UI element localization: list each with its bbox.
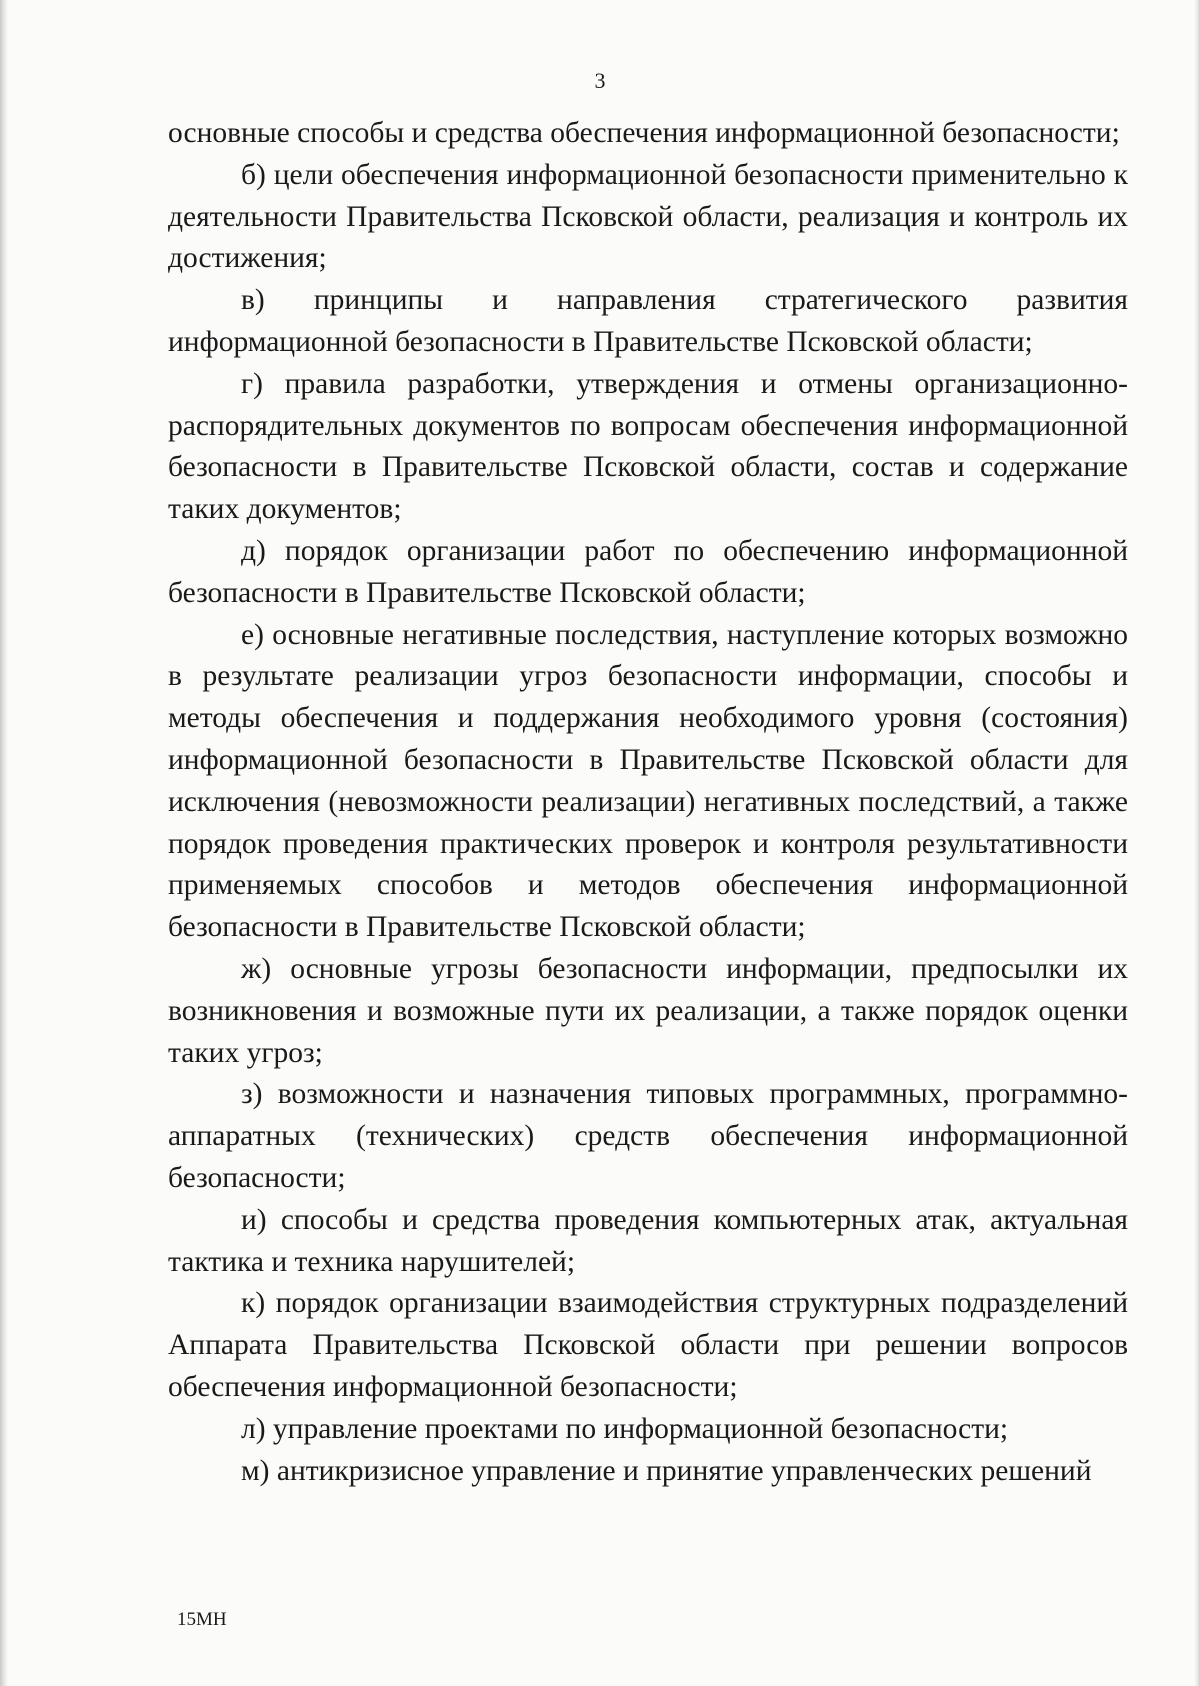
list-item-i: и) способы и средства проведения компьютерных атак, актуальная тактика и техника нарушителей; [168,1203,1128,1278]
footer-code: 15МН [177,1609,227,1630]
list-item-v: в) принципы и направления стратегического развития информационной безопасности в Правительстве Псковской области; [168,284,1128,358]
list-item-k: к) порядок организации взаимодействия структурных подразделений Аппарата Правительства Псковской области при решении вопросов обеспечения информационной безопасности; [168,1287,1128,1403]
paragraph-continuation: основные способы и средства обеспечения информационной безопасности; [168,117,1120,149]
list-item-g: г) правила разработки, утверждения и отмены организационно-распорядительных документов по вопросам обеспечения информационной безопасности в Правительстве Псковской области, состав и содержание таких документов; [168,367,1128,526]
list-item-zh: ж) основные угрозы безопасности информации, предпосылки их возникновения и возможные пути их реализации, а также порядок оценки таких угроз; [168,952,1128,1069]
list-item-m: м) антикризисное управление и принятие управленческих решений [241,1454,1092,1487]
page-number: 3 [594,68,606,93]
list-item-e: е) основные негативные последствия, наступление которых возможно в результате реализации угроз безопасности информации, способы и методы обеспечения и поддержания необходимого уровня (состояния) информационной безопасности в Правительстве Псковской области для исключения (невозможности реализации) негативных последствий, а также порядок проведения практических проверок и контроля результативности применяемых способов и методов обеспечения информационной безопасности в Правительстве Псковской области; [168,618,1128,944]
list-item-l: л) управление проектами по информационной безопасности; [241,1412,1009,1445]
scan-edge-left [0,0,8,1686]
scan-edge-right [1194,0,1200,1686]
list-item-d: д) порядок организации работ по обеспечению информационной безопасности в Правительстве Псковской области; [168,534,1128,609]
document-body [168,113,1128,1492]
list-item-z: з) возможности и назначения типовых программных, программно-аппаратных (технических) средств обеспечения информационной безопасности; [168,1078,1128,1194]
list-item-b: б) цели обеспечения информационной безопасности применительно к деятельности Правительства Псковской области, реализация и контроль их достижения; [168,158,1128,275]
